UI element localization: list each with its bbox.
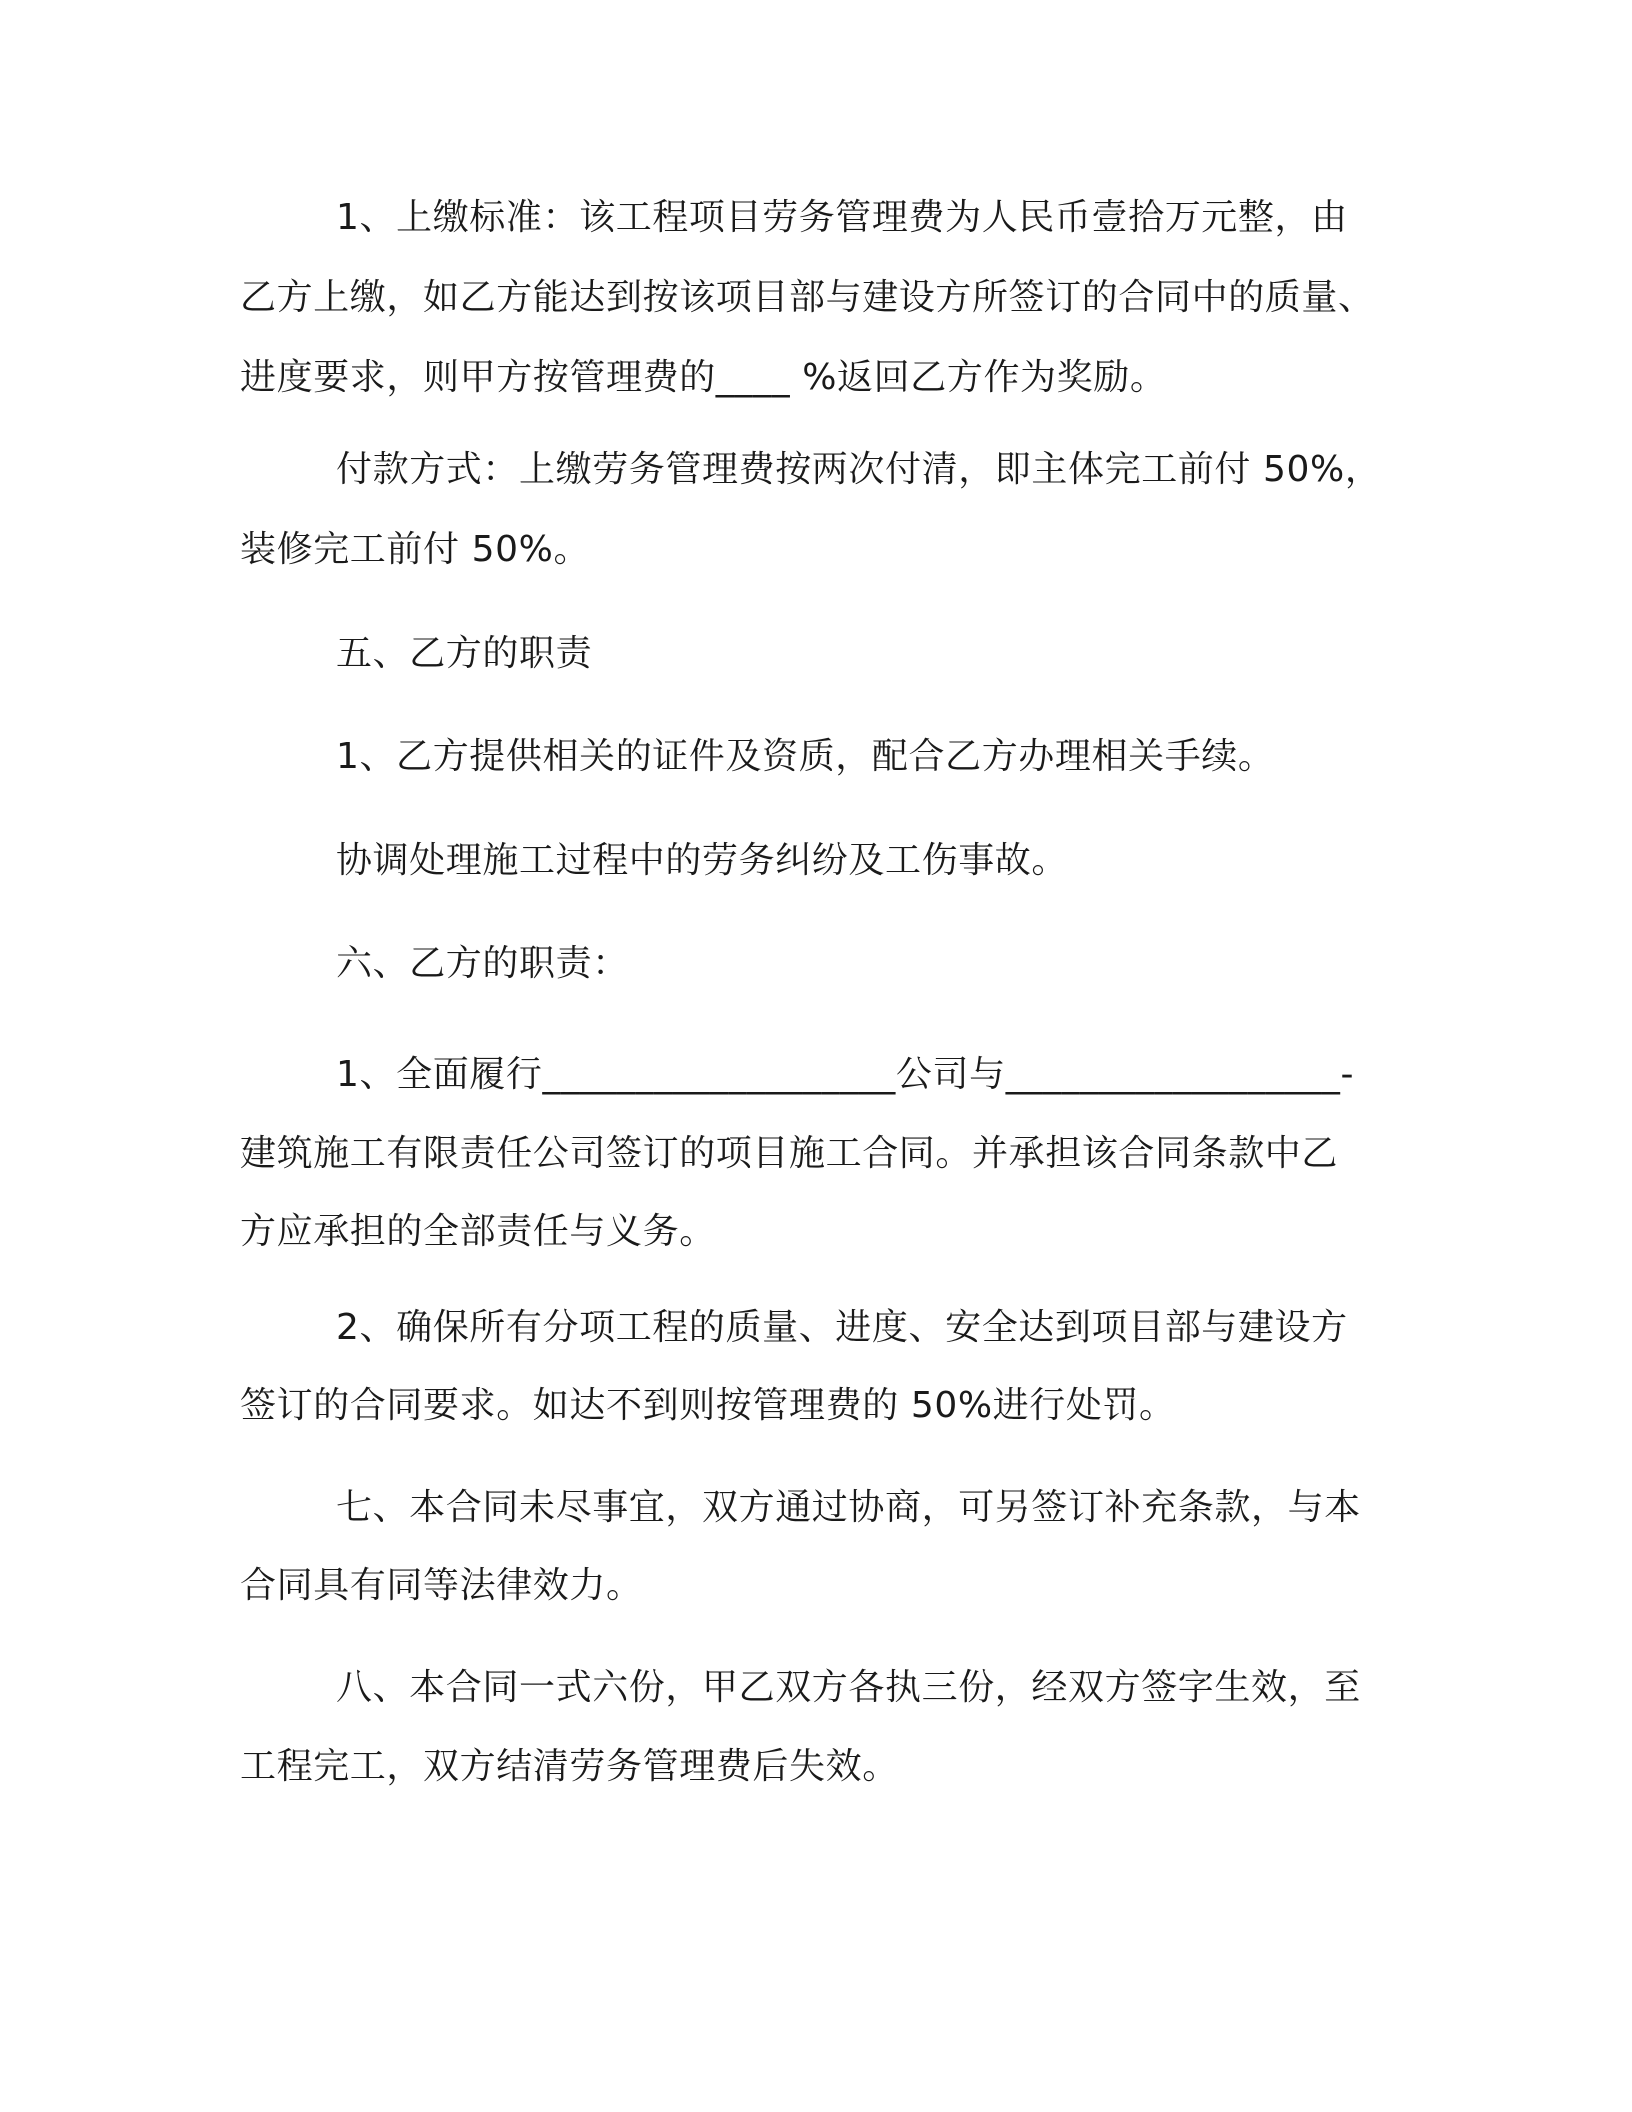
duty-2-line: 协调处理施工过程中的劳务纠纷及工伤事故。 <box>336 840 1069 881</box>
duty-1-line: 1、乙方提供相关的证件及资质，配合乙方办理相关手续。 <box>336 736 1275 777</box>
clause-six-1-line-2: 建筑施工有限责任公司签订的项目施工合同。并承担该合同条款中乙 <box>240 1133 1339 1174</box>
payment-method-line-2: 装修完工前付 50%。 <box>240 529 591 570</box>
clause-six-2-line-1: 2、确保所有分项工程的质量、进度、安全达到项目部与建设方 <box>336 1307 1348 1348</box>
clause-six-1-line-1: 1、全面履行___________________公司与__________________- <box>336 1054 1355 1095</box>
clause-eight-line-2: 工程完工，双方结清劳务管理费后失效。 <box>240 1746 899 1787</box>
payment-method-line-1: 付款方式：上缴劳务管理费按两次付清，即主体完工前付 50%， <box>336 449 1382 490</box>
clause-fee-standard-line-3: 进度要求，则甲方按管理费的____ %返回乙方作为奖励。 <box>240 357 1167 398</box>
clause-seven-line-2: 合同具有同等法律效力。 <box>240 1565 643 1606</box>
clause-eight-line-1: 八、本合同一式六份，甲乙双方各执三份，经双方签字生效，至 <box>336 1667 1361 1708</box>
clause-fee-standard-line-2: 乙方上缴，如乙方能达到按该项目部与建设方所签订的合同中的质量、 <box>240 277 1375 318</box>
clause-fee-standard-line-1: 1、上缴标准：该工程项目劳务管理费为人民币壹拾万元整，由 <box>336 197 1348 238</box>
clause-seven-line-1: 七、本合同未尽事宜，双方通过协商，可另签订补充条款，与本 <box>336 1487 1361 1528</box>
clause-six-2-line-2: 签订的合同要求。如达不到则按管理费的 50%进行处罚。 <box>240 1385 1176 1426</box>
section-heading-five: 五、乙方的职责 <box>336 633 593 674</box>
section-heading-six: 六、乙方的职责： <box>336 943 629 984</box>
clause-six-1-line-3: 方应承担的全部责任与义务。 <box>240 1211 716 1252</box>
